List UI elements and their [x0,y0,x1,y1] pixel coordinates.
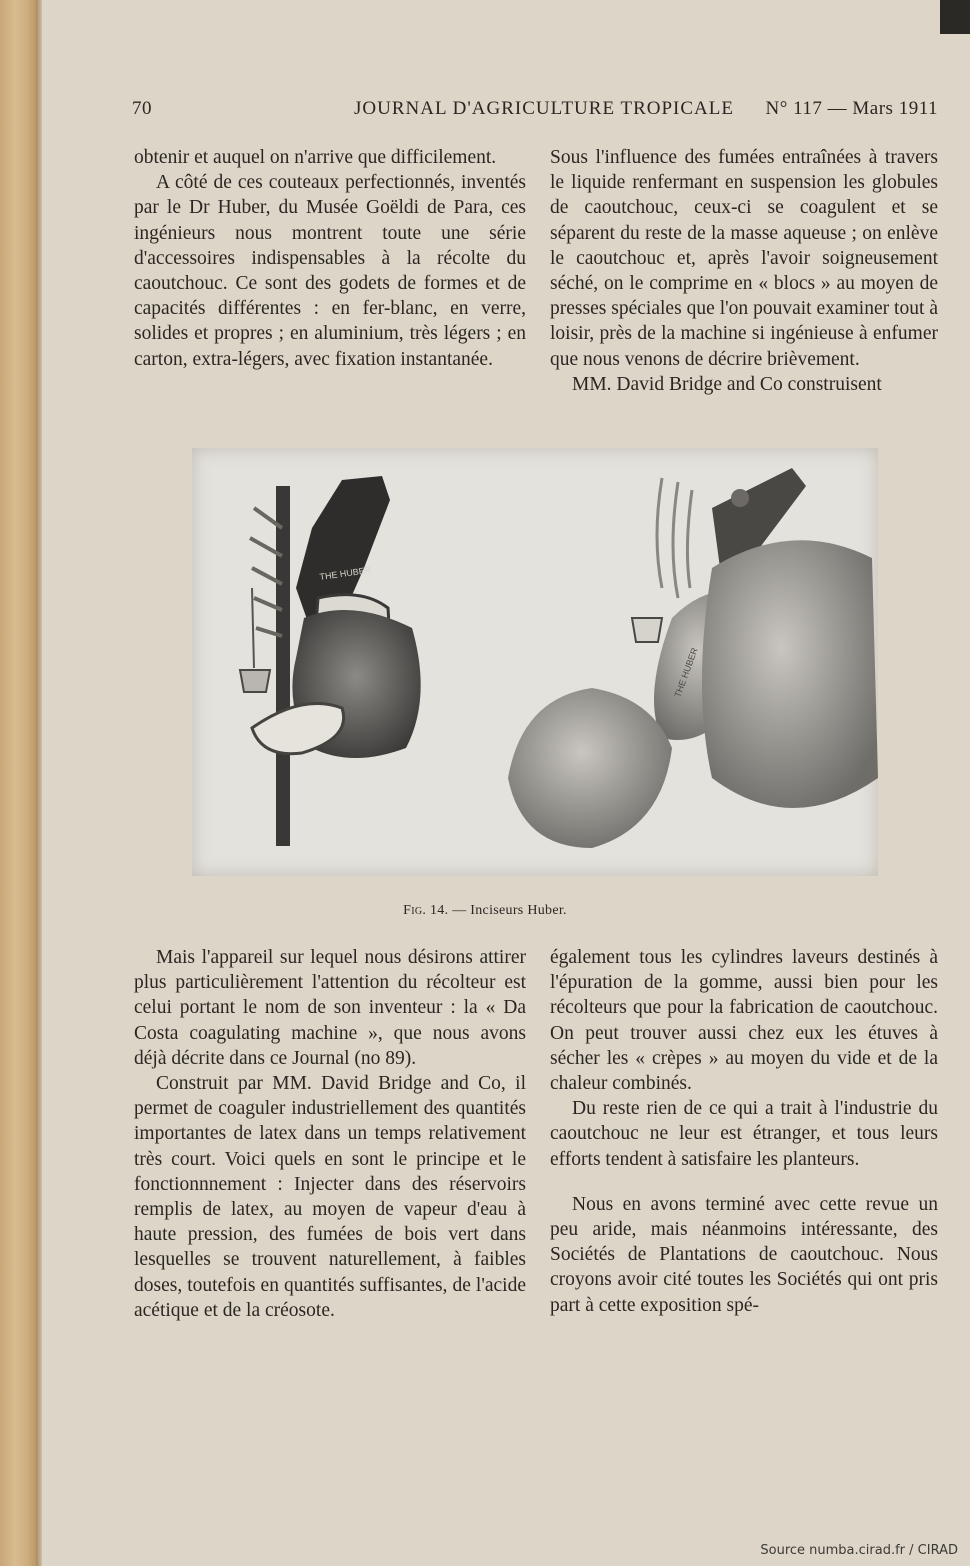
book-spine [0,0,38,1566]
page-number: 70 [132,98,152,119]
scan-corner [940,0,970,34]
paragraph: Mais l'appareil sur lequel nous désirons attirer plus particulièrement l'attention du récolteur est celui portant le nom de son inventeur : la « Da Costa coagulating machine », que nous avons déjà décrite dans ce Journal (no 89). [134,947,526,1069]
column-1 [134,145,526,372]
paragraph: également tous les cylindres laveurs destinés à l'épuration de la gomme, aussi bien pour les récolteurs que pour la fabrication de caoutchouc. On peut trouver aussi chez eux les étuves à sécher les « crèpes » au moyen du vide et de la chaleur combinés. [550,947,938,1095]
tool-engraving-left: THE HUBER [318,564,372,582]
column-2 [550,145,938,397]
paragraph: Du reste rien de ce qui a trait à l'industrie du caoutchouc ne leur est étranger, et tous leurs efforts tendent à satisfaire les planteurs. [550,1098,938,1170]
caption-label: Fig. 14. [403,903,449,918]
left-tool-illustration [240,476,421,846]
paragraph: Construit par MM. David Bridge and Co, il permet de coaguler industriellement des quantités importantes de latex dans un temps relativement très court. Voici quels en sont le principe et le fonctionnnement : Injecter dans des réservoirs remplis de latex, au moyen de vapeur d'eau à haute pression, des fumées de bois vert dans lesquelles se trouvent naturellement, à faibles doses, toutefois en quantités suffisantes, de l'acide acétique et de la créosote. [134,1073,526,1321]
paragraph: MM. David Bridge and Co construisent [572,373,882,395]
column-3 [134,945,526,1323]
issue-date: N° 117 — Mars 1911 [765,98,938,119]
journal-title: JOURNAL D'AGRICULTURE TROPICALE [354,98,734,119]
tool-engraving-right: THE HUBER [672,646,700,699]
paragraph: Nous en avons terminé avec cette revue un peu aride, mais néanmoins intéressante, des Sociétés de Plantations de caoutchouc. Nous croyons avoir cité toutes les Sociétés qui ont pris part à cette exposition spé- [550,1193,938,1316]
paragraph: obtenir et auquel on n'arrive que difficilement. [134,147,497,168]
figure-caption [0,903,970,919]
running-header [132,98,938,124]
figure-14-illustration [192,448,878,876]
paragraph: A côté de ces couteaux perfectionnés, inventés par le Dr Huber, du Musée Goëldi de Para, ces ingénieurs nous montrent toute une série d'accessoires indispensables à la récolte du caoutchouc. Ce sont des godets de formes et de capacités différentes : en fer-blanc, en verre, solides et propres ; en aluminium, très légers ; en carton, extra-légers, avec fixation instantanée. [134,172,526,370]
source-credit: Source numba.cirad.fr / CIRAD [760,1543,958,1558]
paragraph: Sous l'influence des fumées entraînées à travers le liquide renfermant en suspension les globules de caoutchouc, ceux-ci se coagulent et se séparent du reste de la masse aqueuse ; on enlève le caoutchouc et, après l'avoir soigneusement séché, on le comprime en « blocs » au moyen de presses spéciales que l'on pouvait examiner tout à loisir, près de la machine si ingénieuse à enfumer que nous venons de décrire brièvement. [550,147,938,370]
right-tool-illustration [508,468,878,848]
caption-text: — Inciseurs Huber. [448,903,567,918]
column-4 [550,945,938,1318]
